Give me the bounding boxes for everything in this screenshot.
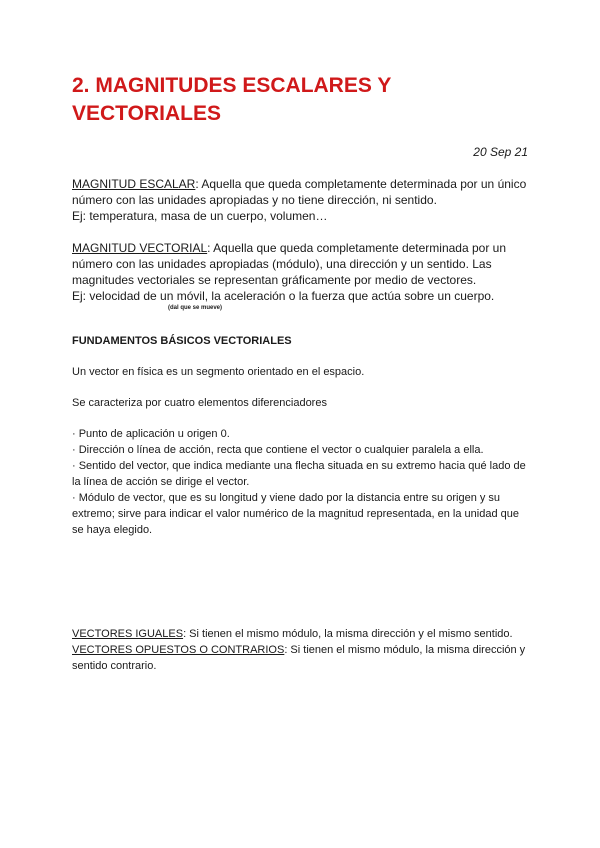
iguales-definition: : Si tienen el mismo módulo, la misma dirección y el mismo sentido. — [183, 628, 513, 640]
opuestos-definition: : Si tienen el mismo módulo, la misma dirección y sentido contrario. — [72, 644, 526, 672]
fundamentos-intro: Un vector en física es un segmento orientado en el espacio. — [72, 366, 365, 378]
vectorial-term: MAGNITUD VECTORIAL — [72, 241, 208, 255]
fundamentos-section — [72, 333, 528, 538]
escalar-paragraph — [72, 176, 528, 208]
fundamentos-heading: FUNDAMENTOS BÁSICOS VECTORIALES — [72, 335, 292, 347]
opuestos-paragraph — [72, 642, 528, 674]
fundamentos-list — [72, 426, 528, 538]
vectorial-example: Ej: velocidad de un móvil, la aceleración o la fuerza que actúa sobre un cuerpo. — [72, 289, 495, 303]
page-title: 2. MAGNITUDES ESCALARES Y VECTORIALES — [72, 74, 391, 125]
vectorial-paragraph — [72, 240, 528, 288]
vectorial-note: (dal que se mueve) — [168, 305, 223, 311]
list-item: · Sentido del vector, que indica mediante una flecha situada en su extremo hacia qué lado de la línea de acción se dirige el vector. — [72, 460, 526, 488]
escalar-term: MAGNITUD ESCALAR — [72, 177, 196, 191]
fundamentos-intro2: Se caracteriza por cuatro elementos diferenciadores — [72, 397, 327, 409]
list-item: · Módulo de vector, que es su longitud y viene dado por la distancia entre su origen y su extremo; sirve para indicar el valor numérico de la magnitud representada, en la unidad que se haya elegido. — [72, 492, 519, 536]
iguales-term: VECTORES IGUALES — [72, 628, 184, 640]
opuestos-term: VECTORES OPUESTOS O CONTRARIOS — [72, 644, 285, 656]
escalar-section — [72, 176, 528, 224]
vectorial-definition: : Aquella que queda completamente determinada por un número con las unidades apropiadas (módulo), una dirección y un sentido. Las magnitudes vectoriales se representan gráficamente por medio de vectores. — [72, 241, 507, 287]
list-item: · Punto de aplicación u origen 0. — [72, 428, 230, 440]
escalar-example: Ej: temperatura, masa de un cuerpo, volumen… — [72, 209, 328, 223]
vectores-section — [72, 626, 528, 674]
vectorial-section — [72, 240, 528, 312]
iguales-paragraph — [72, 626, 528, 642]
date-label: 20 Sep 21 — [473, 145, 528, 159]
list-item: · Dirección o línea de acción, recta que contiene el vector o cualquier paralela a ella. — [72, 444, 484, 456]
escalar-definition: : Aquella que queda completamente determinada por un único número con las unidades apropiadas y no tiene dirección, ni sentido. — [72, 177, 527, 207]
